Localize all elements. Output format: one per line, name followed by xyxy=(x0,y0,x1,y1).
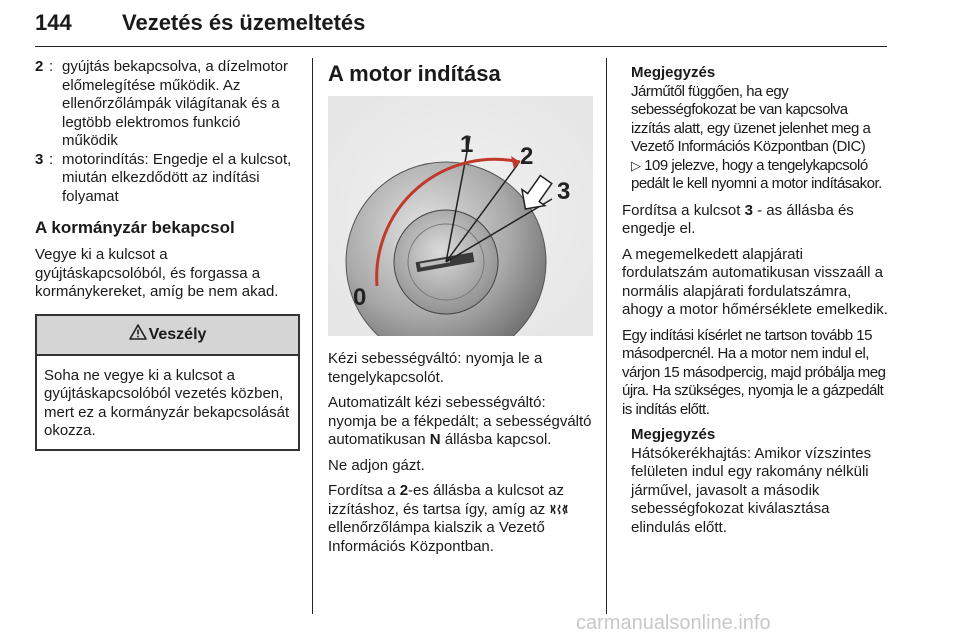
list-item-number: 2 xyxy=(35,58,44,75)
page-reference-icon: ▷ xyxy=(631,157,641,173)
ignition-switch-figure xyxy=(328,96,593,336)
lock-text: Vegye ki a kulcsot a gyújtáskapcsolóból, és forgassa a kormánykereket, amíg be nem akad. xyxy=(35,246,279,300)
list-item-text: motorindítás: Engedje el a kulcsot, miután elkezdődött az indítási folyamat xyxy=(62,150,292,205)
paragraph-no-throttle: Ne adjon gázt. xyxy=(328,456,425,474)
paragraph-manual-gearbox: Kézi sebességváltó: nyomja le a tengelykapcsolót. xyxy=(328,350,543,386)
watermark: carmanualsonline.info xyxy=(576,612,771,634)
paragraph-automated-gearbox: Automatizált kézi sebességváltó: nyomja be a fékpedált; a sebességváltó automatikusan N állásba kapcsol. xyxy=(328,394,592,448)
note-text: Hátsókerékhajtás: Amikor vízszintes felületen indul egy rakomány nélküli járművel, javasolt a második sebességfokozat kiválasztása elindulás előtt. xyxy=(631,444,872,536)
danger-text: Soha ne vegye ki a kulcsot a gyújtáskapcsolóból vezetés közben, mert ez a kormányzár bekapcsolását okozza. xyxy=(44,366,290,439)
warning-triangle-icon xyxy=(129,324,147,345)
paragraph-turn-key: Fordítsa a kulcsot 3 - as állásba és engedje el. xyxy=(622,201,854,237)
column-left xyxy=(35,58,300,451)
position-label-2: 2 xyxy=(520,143,534,170)
page-number: 144 xyxy=(35,10,72,35)
paragraph-glow: Fordítsa a 2-es állásba a kulcsot az izzításhoz, és tartsa így, amíg az ellenőrzőlámpa kialszik a Vezető Információs Központban. xyxy=(328,482,593,556)
column-right xyxy=(622,64,890,545)
list-item: 3 : motorindítás: Engedje el a kulcsot, miután elkezdődött az indítási folyamat xyxy=(35,151,300,207)
note-box xyxy=(622,426,890,537)
position-label-0: 0 xyxy=(353,284,367,311)
note-title: Megjegyzés xyxy=(631,64,716,81)
list-item-text: gyújtás bekapcsolva, a dízelmotor előmelegítése működik. Az ellenőrzőlámpák világítanak és a legtöbb elektromos funkció működik xyxy=(62,58,288,149)
danger-header xyxy=(37,316,298,356)
position-label-3: 3 xyxy=(557,178,571,205)
section-heading: A motor indítása xyxy=(328,61,501,86)
column-divider xyxy=(312,58,313,614)
danger-box xyxy=(35,314,300,451)
list-item: 2 : gyújtás bekapcsolva, a dízelmotor előmelegítése működik. Az ellenőrzőlámpák világítanak és a legtöbb elektromos funkció működik xyxy=(35,58,300,151)
glow-plug-icon xyxy=(549,501,569,518)
paragraph-start-attempt: Egy indítási kísérlet ne tartson tovább 15 másodpercnél. Ha a motor nem indul el, várjon 15 másodpercig, majd próbálja meg újra. Ha szükséges, nyomja le a gázpedált is indítás előtt. xyxy=(622,326,886,418)
note-text: Járműtől függően, ha egy sebességfokozat be van kapcsolva izzítás alatt, egy üzenet jelenhet meg a Vezető Információs Központban (DIC) ▷ 109 jelezve, hogy a tengelykapcsoló pedált le kell nyomni a motor indításakor. xyxy=(631,82,882,192)
list-item-number: 3 xyxy=(35,150,44,168)
column-middle xyxy=(328,58,593,563)
page-header xyxy=(35,6,887,47)
paragraph-idle: A megemelkedett alapjárati fordulatszám automatikusan visszaáll a normális alapjárati fordulatszámra, ahogy a motor hőmérséklete emelkedik. xyxy=(622,245,888,318)
lock-heading: A kormányzár bekapcsol xyxy=(35,218,235,237)
column-divider xyxy=(606,58,607,614)
position-label-1: 1 xyxy=(460,131,474,158)
section-title: Vezetés és üzemeltetés xyxy=(122,10,366,35)
note-box xyxy=(622,64,890,194)
danger-title: Veszély xyxy=(148,325,207,343)
note-title: Megjegyzés xyxy=(631,426,716,443)
